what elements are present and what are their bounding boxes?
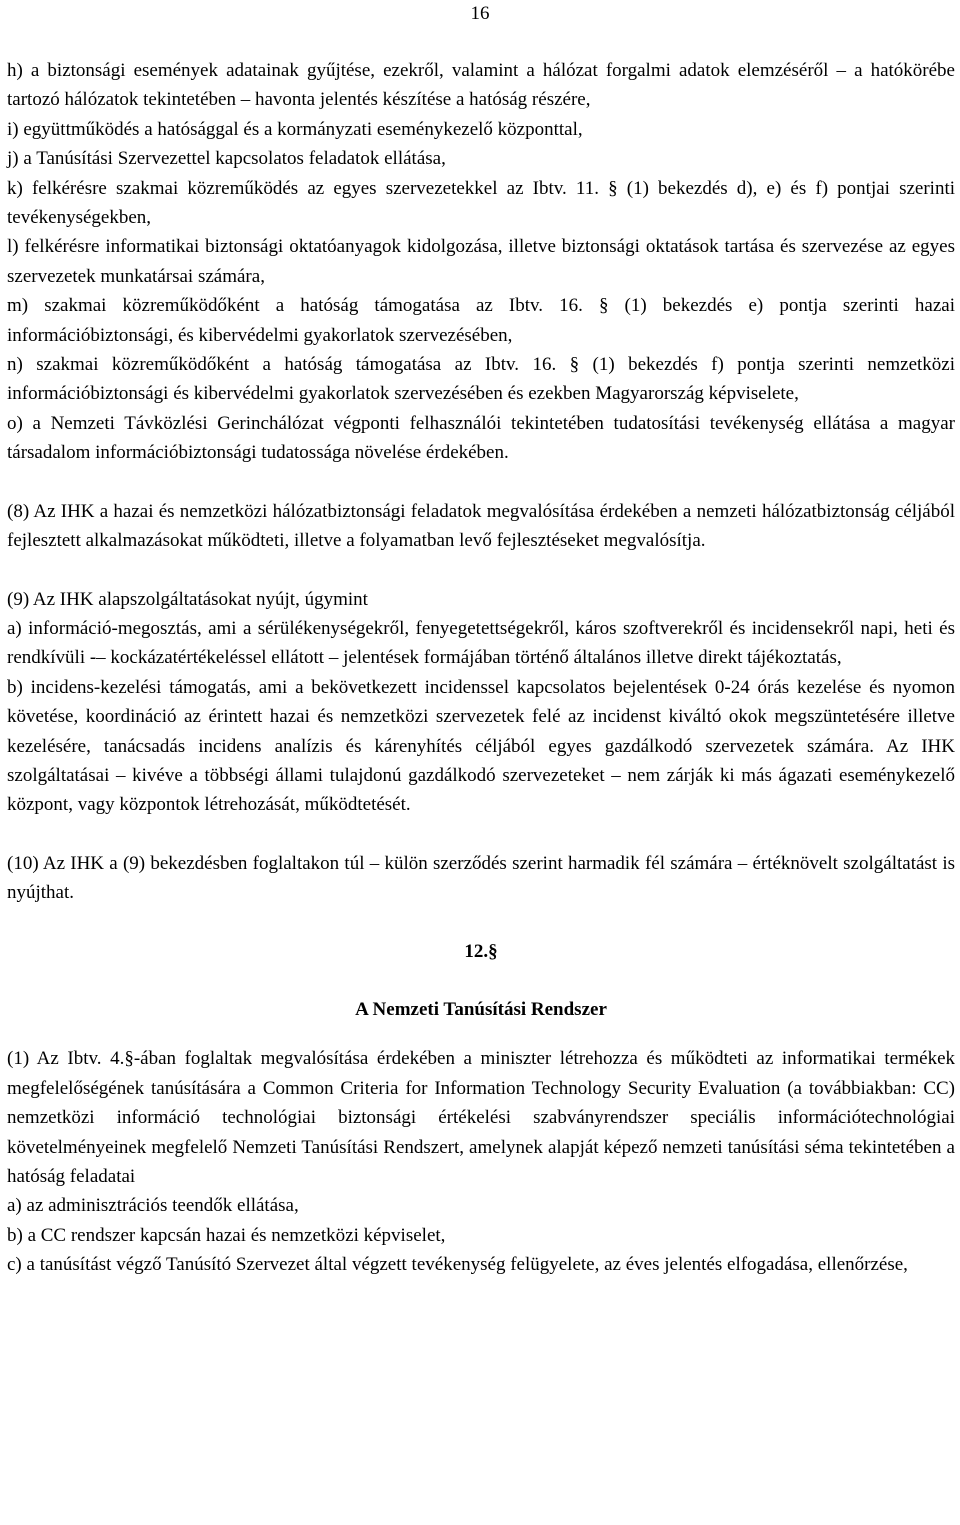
paragraph-9-item-b: b) incidens-kezelési támogatás, ami a bekövetkezett incidenssel kapcsolatos bejelentések 0-24 órás kezelése és nyomon követése, koordináció az érintett hazai és nemzetközi szervezetek felé az incidenst kiváltó okok megszüntetésére illetve kezelésére, tanácsadás incidens analízis és kárenyhítés céljából egyes gazdálkodó szervezetek számára. Az IHK szolgáltatásai – kivéve a többségi állami tulajdonú gazdálkodó szervezeteket – nem zárják ki más ágazati eseménykezelő központ, vagy központok létrehozását, működtetését.: [7, 676, 955, 816]
paragraph-8: (8) Az IHK a hazai és nemzetközi hálózatbiztonsági feladatok megvalósítása érdekében a nemzeti hálózatbiztonság céljából fejlesztett alkalmazásokat működteti, illetve a folyamatban levő fejlesztéseket megvalósítja.: [7, 500, 955, 552]
page-number: 16: [470, 3, 490, 24]
document-body: [7, 56, 955, 1280]
list-item-n: n) szakmai közreműködőként a hatóság támogatása az Ibtv. 16. § (1) bekezdés f) pontja szerinti nemzetközi információbiztonsági és kibervédelmi gyakorlatok szervezésében és ezekben Magyarország képviselete,: [7, 354, 955, 405]
list-item-o: o) a Nemzeti Távközlési Gerinchálózat végponti felhasználói tekintetében tudatosítási tevékenység ellátása a magyar társadalom információbiztonsági tudatossága növelése érdekében.: [7, 412, 955, 464]
section-12-item-b: b) a CC rendszer kapcsán hazai és nemzetközi képviselet,: [7, 1224, 446, 1246]
list-item-i: i) együttműködés a hatósággal és a kormányzati eseménykezelő központtal,: [7, 118, 583, 140]
section-number: 12.§: [464, 940, 498, 962]
section-12-paragraph-1: (1) Az Ibtv. 4.§-ában foglaltak megvalósítása érdekében a miniszter létrehozza és működteti az informatikai termékek megfelelőségének tanúsítására a Common Criteria for Information Technology Security Evaluation (a továbbiakban: CC) nemzetközi információ technológiai biztonsági értékelési szabványrendszer speciális információtechnológiai követelményeinek megfelelő Nemzeti Tanúsítási Rendszert, amelynek alapját képező nemzeti tanúsítási séma tekintetében a hatóság feladatai: [7, 1048, 955, 1187]
paragraph-9-intro: (9) Az IHK alapszolgáltatásokat nyújt, úgymint: [7, 588, 368, 610]
paragraph-10: (10) Az IHK a (9) bekezdésben foglaltakon túl – külön szerződés szerint harmadik fél számára – értéknövelt szolgáltatást is nyújthat.: [7, 852, 955, 904]
list-item-h: h) a biztonsági események adatainak gyűjtése, ezekről, valamint a hálózat forgalmi adatok elemzéséről – a hatókörébe tartozó hálózatok tekintetében – havonta jelentés készítése a hatóság részére,: [7, 60, 955, 111]
section-12-item-c: c) a tanúsítást végző Tanúsító Szervezet által végzett tevékenység felügyelete, az éves jelentés elfogadása, ellenőrzése,: [7, 1254, 908, 1276]
paragraph-9-item-a: a) információ-megosztás, ami a sérülékenységekről, fenyegetettségekről, káros szoftverekről és incidensekről napi, heti és rendkívüli -– kockázatértékeléssel ellátott – jelentések formájában történő általános illetve direkt tájékoztatás,: [7, 617, 955, 669]
list-item-j: j) a Tanúsítási Szervezettel kapcsolatos feladatok ellátása,: [7, 148, 446, 170]
section-title: A Nemzeti Tanúsítási Rendszer: [355, 998, 607, 1020]
section-12-item-a: a) az adminisztrációs teendők ellátása,: [7, 1195, 299, 1217]
list-item-m: m) szakmai közreműködőként a hatóság támogatása az Ibtv. 16. § (1) bekezdés e) pontja szerinti hazai információbiztonsági, és kibervédelmi gyakorlatok szervezésében,: [7, 295, 955, 346]
list-item-k: k) felkérésre szakmai közreműködés az egyes szervezetekkel az Ibtv. 11. § (1) bekezdés d), e) és f) pontjai szerinti tevékenységekben,: [7, 177, 955, 229]
list-item-l: l) felkérésre informatikai biztonsági oktatóanyagok kidolgozása, illetve biztonsági oktatások tartása és szervezése az egyes szervezetek munkatársai számára,: [7, 236, 955, 287]
